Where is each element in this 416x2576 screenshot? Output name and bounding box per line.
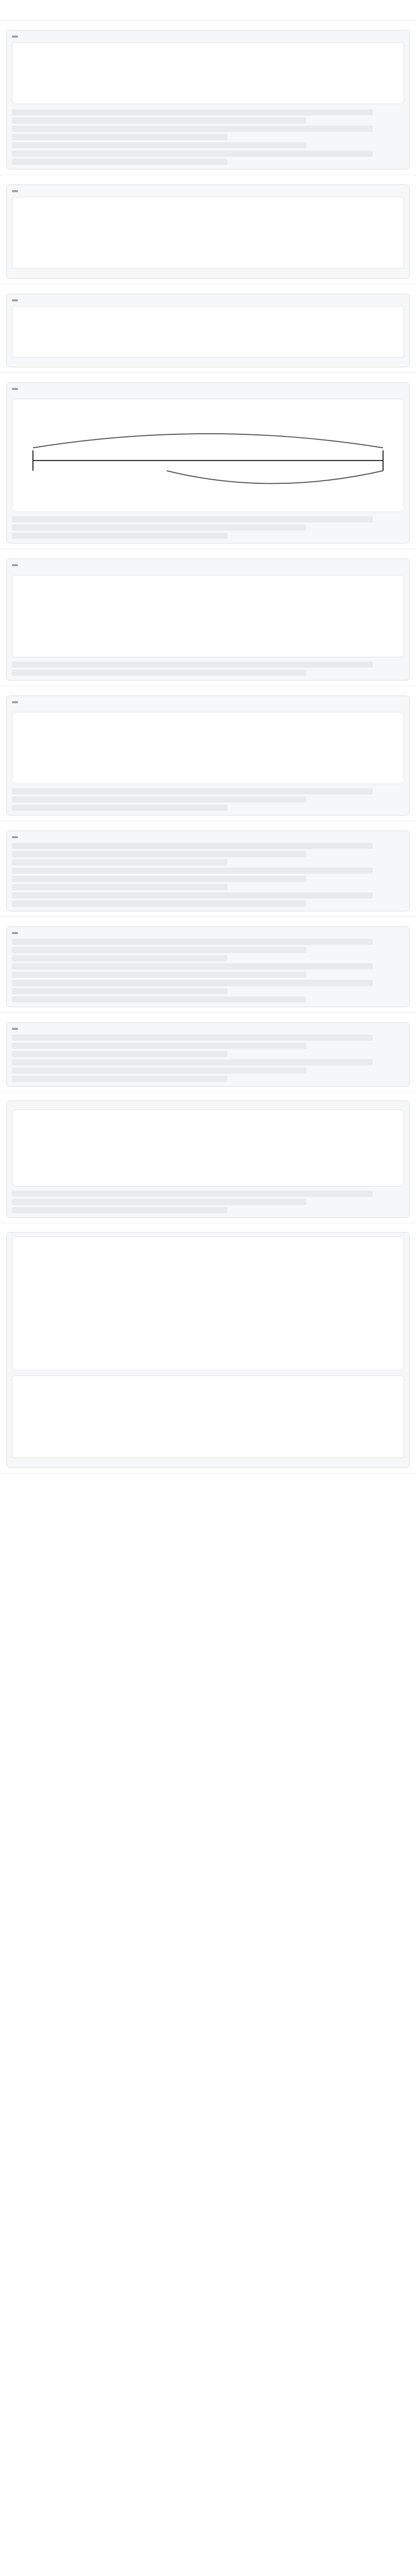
solution-tag bbox=[12, 701, 18, 703]
solution-card bbox=[6, 184, 410, 279]
solution-tag bbox=[12, 388, 18, 390]
solution-card bbox=[6, 1232, 410, 1468]
math-figure bbox=[12, 306, 404, 358]
solution-text bbox=[12, 662, 404, 676]
solution-tag bbox=[12, 299, 18, 301]
solution-card bbox=[6, 831, 410, 911]
task-section bbox=[0, 373, 416, 549]
math-figure bbox=[12, 1236, 404, 1370]
solution-text bbox=[12, 788, 404, 811]
math-figure bbox=[12, 42, 404, 104]
solution-tag bbox=[12, 1028, 18, 1030]
solution-table bbox=[12, 712, 404, 784]
solution-card bbox=[6, 1022, 410, 1087]
bottom-section bbox=[0, 1092, 416, 1224]
solution-text bbox=[12, 516, 404, 539]
solution-card bbox=[6, 1100, 410, 1218]
solution-tag bbox=[12, 932, 18, 934]
solution-tag bbox=[12, 190, 18, 192]
solution-card bbox=[6, 558, 410, 681]
task-section bbox=[0, 686, 416, 821]
solution-text bbox=[12, 1035, 404, 1082]
solution-table bbox=[12, 575, 404, 657]
solution-card bbox=[6, 926, 410, 1007]
math-figure bbox=[12, 197, 404, 269]
solution-table bbox=[12, 1109, 404, 1187]
solution-card bbox=[6, 696, 410, 816]
task-section bbox=[0, 21, 416, 175]
task-section bbox=[0, 1013, 416, 1092]
solution-text bbox=[12, 939, 404, 1003]
task-section bbox=[0, 821, 416, 917]
solution-card bbox=[6, 30, 410, 170]
math-figure bbox=[12, 1376, 404, 1458]
diagram-svg bbox=[12, 399, 404, 512]
task-section bbox=[0, 284, 416, 373]
task-section bbox=[0, 549, 416, 686]
solution-tag bbox=[12, 564, 18, 566]
solution-tag bbox=[12, 36, 18, 38]
solution-card bbox=[6, 382, 410, 544]
task-section bbox=[0, 917, 416, 1013]
diagram bbox=[12, 399, 404, 512]
solution-text bbox=[12, 843, 404, 907]
solution-text bbox=[12, 109, 404, 165]
margin-section bbox=[0, 1224, 416, 1473]
solution-tag bbox=[12, 836, 18, 838]
solution-text bbox=[12, 1191, 404, 1213]
top-bar bbox=[0, 0, 416, 21]
solution-card bbox=[6, 294, 410, 367]
task-section bbox=[0, 175, 416, 284]
